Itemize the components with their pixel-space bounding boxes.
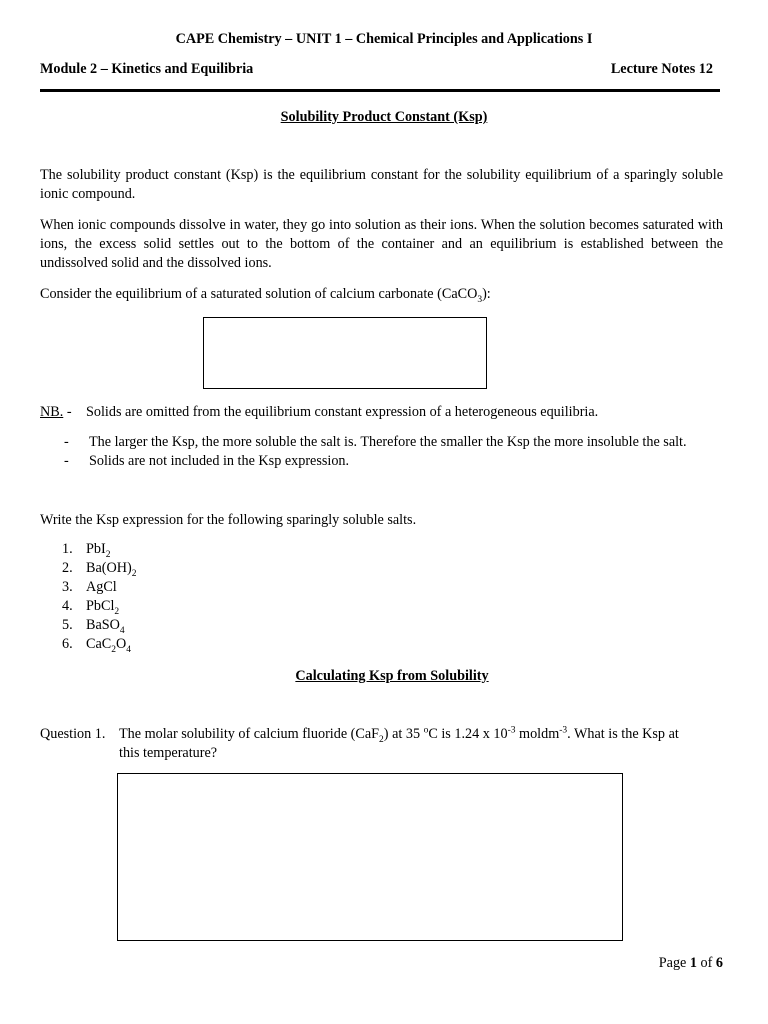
question-text-line2: this temperature? [119, 745, 218, 761]
question-text: The molar solubility of calcium fluoride (CaF$_2$) at 35 $^o$C is 1.24 x $10^{-3}$ moldm$^{-3}$. What is the Ksp at [119, 725, 679, 745]
consider-text: Consider the equilibrium of a saturated solution of calcium carbonate (CaCO [40, 286, 478, 302]
nb-point-text: Solids are not included in the Ksp expression. [89, 453, 350, 469]
section-heading-calc: Calculating Ksp from Solubility [295, 668, 489, 684]
section-heading-ksp: Solubility Product Constant (Ksp) [280, 109, 488, 125]
consider-suffix: ): [482, 286, 491, 302]
consider-subscript: 3 [477, 294, 483, 305]
exercise-instruction: Write the Ksp expression for the following sparingly soluble salts. [40, 512, 417, 528]
salt-item: 6. $CaC_2O_4$ [62, 636, 131, 655]
lecture-number: Lecture Notes 12 [610, 61, 713, 77]
nb-dash: - [63, 404, 72, 420]
question-label: Question 1. [40, 726, 106, 742]
nb-text: Solids are omitted from the equilibrium constant expression of a heterogeneous equilibria. [86, 404, 599, 420]
salt-item: 5. BaSO$_4$ [62, 617, 125, 636]
equilibrium-answer-box[interactable] [203, 317, 487, 389]
page-number: Page 1 of 6 [658, 955, 723, 971]
salt-item: 3. AgCl [62, 579, 117, 595]
salt-item: 1. PbI$_2$ [62, 541, 111, 560]
salt-item: 2. $Ba(OH)_2$ [62, 560, 137, 579]
nb-point: - Solids are not included in the Ksp expression. [64, 453, 350, 469]
course-title: CAPE Chemistry – UNIT 1 – Chemical Principles and Applications I [175, 31, 593, 47]
module-title: Module 2 – Kinetics and Equilibria [40, 61, 254, 77]
nb-label: NB. [40, 404, 64, 420]
header-rule [40, 89, 720, 92]
salt-item: 4. PbCl$_2$ [62, 598, 120, 617]
nb-line [40, 403, 72, 422]
question-answer-box[interactable] [117, 773, 623, 941]
paragraph-dissolving: When ionic compounds dissolve in water, they go into solution as their ions. When the solution becomes saturated with ions, the excess solid settles out to the bottom of the container and an equilibrium is established between the undissolved solid and the dissolved ions. [40, 217, 723, 271]
nb-point-text: The larger the Ksp, the more soluble the salt is. Therefore the smaller the Ksp the more insoluble the salt. [89, 434, 687, 450]
paragraph-consider [40, 285, 730, 304]
paragraph-definition: The solubility product constant (Ksp) is the equilibrium constant for the solubility equilibrium of a sparingly soluble ionic compound. [40, 167, 723, 202]
nb-point: - The larger the Ksp, the more soluble the salt is. Therefore the smaller the Ksp the more insoluble the salt. [64, 434, 687, 450]
